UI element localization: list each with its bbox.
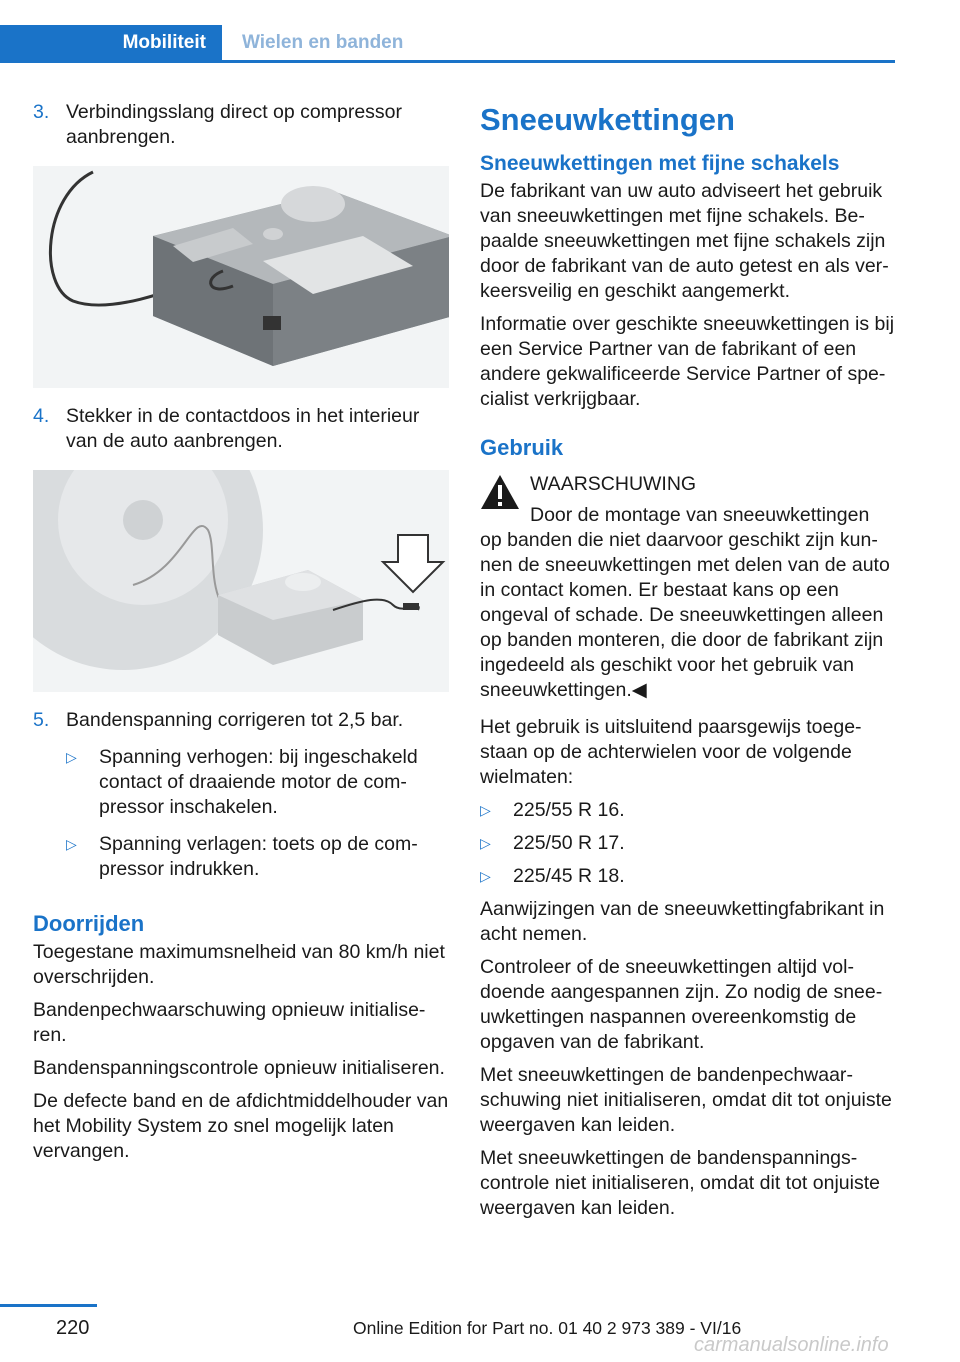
header-divider: [0, 60, 895, 63]
left-column: [33, 100, 449, 1172]
step-text: Bandenspanning corrigeren tot 2,5 bar.: [66, 709, 404, 731]
step-3: [33, 100, 449, 150]
doorrijden-heading: Doorrijden: [33, 911, 145, 936]
tab-mobiliteit[interactable]: [0, 25, 222, 61]
list-item: [480, 831, 896, 856]
step-number: 4.: [33, 405, 50, 427]
sub-text: Spanning verlagen: toets op de compressor indrukken.: [99, 833, 418, 880]
step-number: 5.: [33, 709, 50, 731]
warning-title: WAARSCHUWING: [530, 473, 697, 495]
triangle-right-icon: ▷: [480, 868, 491, 884]
warning-block: [480, 472, 896, 497]
body-paragraph: Het gebruik is uitsluitend paarsgewijs toegestaan op de achterwielen voor de volgende wielmaten:: [480, 716, 862, 788]
triangle-right-icon: ▷: [480, 802, 491, 818]
edition-text: Online Edition for Part no. 01 40 2 973 389 - VI/16: [353, 1318, 742, 1338]
warning-text: Door de montage van sneeuwkettingen op banden die niet daarvoor geschikt zijn kunnen de sneeuwkettingen met delen van de auto in contact komen. Er bestaat kans op een ongeval of schade. De sneeuwkettingen alleen op banden monteren, die door de fabrikant zijn ingedeeld als geschikt voor het gebruik van sneeuwkettingen.◀: [480, 504, 890, 701]
tab-mobiliteit-label: Mobiliteit: [122, 32, 206, 53]
size-text: 225/50 R 17.: [513, 832, 625, 854]
body-paragraph: Informatie over geschikte sneeuwkettingen is bij een Service Partner van de fabrikant of een andere gekwalificeerde Service Partner of specialist verkrijgbaar.: [480, 313, 895, 410]
doorrijden-paragraph: Toegestane maximumsnelheid van 80 km/h niet overschrijden.: [33, 941, 445, 988]
page-number: 220: [56, 1317, 90, 1339]
gebruik-heading: Gebruik: [480, 435, 564, 460]
doorrijden-paragraph: De defecte band en de afdichtmiddelhouder van het Mobility System zo snel mogelijk laten vervangen.: [33, 1090, 449, 1162]
right-column: [480, 102, 896, 1229]
triangle-right-icon: ▷: [480, 835, 491, 851]
compressor-illustration: [33, 166, 449, 388]
step-4: [33, 404, 449, 454]
watermark: carmanualsonline.info: [694, 1334, 889, 1356]
list-item: [480, 864, 896, 889]
list-item: [480, 798, 896, 823]
section-title: Sneeuwkettingen: [480, 102, 735, 137]
body-paragraph: Met sneeuwkettingen de bandenpechwaarschuwing niet initialiseren, omdat dit tot onjuiste weergaven kan leiden.: [480, 1064, 892, 1136]
body-paragraph: De fabrikant van uw auto adviseert het gebruik van sneeuwkettingen met fijne schakels. Bepaalde sneeuwkettingen met fijne schakels zijn door de fabrikant van de auto getest en als verkeersveilig en geschikt aangemerkt.: [480, 180, 889, 302]
sub-text: Spanning verhogen: bij ingeschakeld contact of draaiende motor de compressor inschakelen.: [99, 746, 418, 818]
doorrijden-paragraph: Bandenpechwaarschuwing opnieuw initialiseren.: [33, 999, 426, 1046]
warning-triangle-icon: [480, 474, 520, 510]
tab-wielen-label: Wielen en banden: [242, 32, 404, 53]
triangle-right-icon: ▷: [66, 836, 77, 852]
size-text: 225/55 R 16.: [513, 799, 625, 821]
doorrijden-paragraph: Bandenspanningscontrole opnieuw initialiseren.: [33, 1057, 445, 1079]
body-paragraph: Met sneeuwkettingen de bandenspanningscontrole niet initialiseren, omdat dit tot onjuiste weergaven kan leiden.: [480, 1147, 880, 1219]
step-5: [33, 708, 449, 733]
tab-wielen-en-banden[interactable]: [222, 25, 403, 61]
body-paragraph: Aanwijzingen van de sneeuwkettingfabrikant in acht nemen.: [480, 898, 885, 945]
step-5-sub-increase: [66, 745, 449, 820]
step-text: Verbindingsslang direct op compressor aanbrengen.: [66, 101, 403, 148]
tire-compressor-illustration: [33, 470, 449, 692]
subsection-title: Sneeuwkettingen met fijne schakels: [480, 152, 840, 175]
step-number: 3.: [33, 101, 50, 123]
footer-divider: [0, 1304, 97, 1307]
page-header: [0, 0, 895, 62]
triangle-right-icon: ▷: [66, 749, 77, 765]
size-text: 225/45 R 18.: [513, 865, 625, 887]
body-paragraph: Controleer of de sneeuwkettingen altijd voldoende aangespannen zijn. Zo nodig de sneeuwkettingen naspannen overeenkomstig de opgaven van de fabrikant.: [480, 956, 883, 1053]
step-text: Stekker in de contactdoos in het interieur van de auto aanbrengen.: [66, 405, 420, 452]
step-5-sub-decrease: [66, 832, 449, 882]
